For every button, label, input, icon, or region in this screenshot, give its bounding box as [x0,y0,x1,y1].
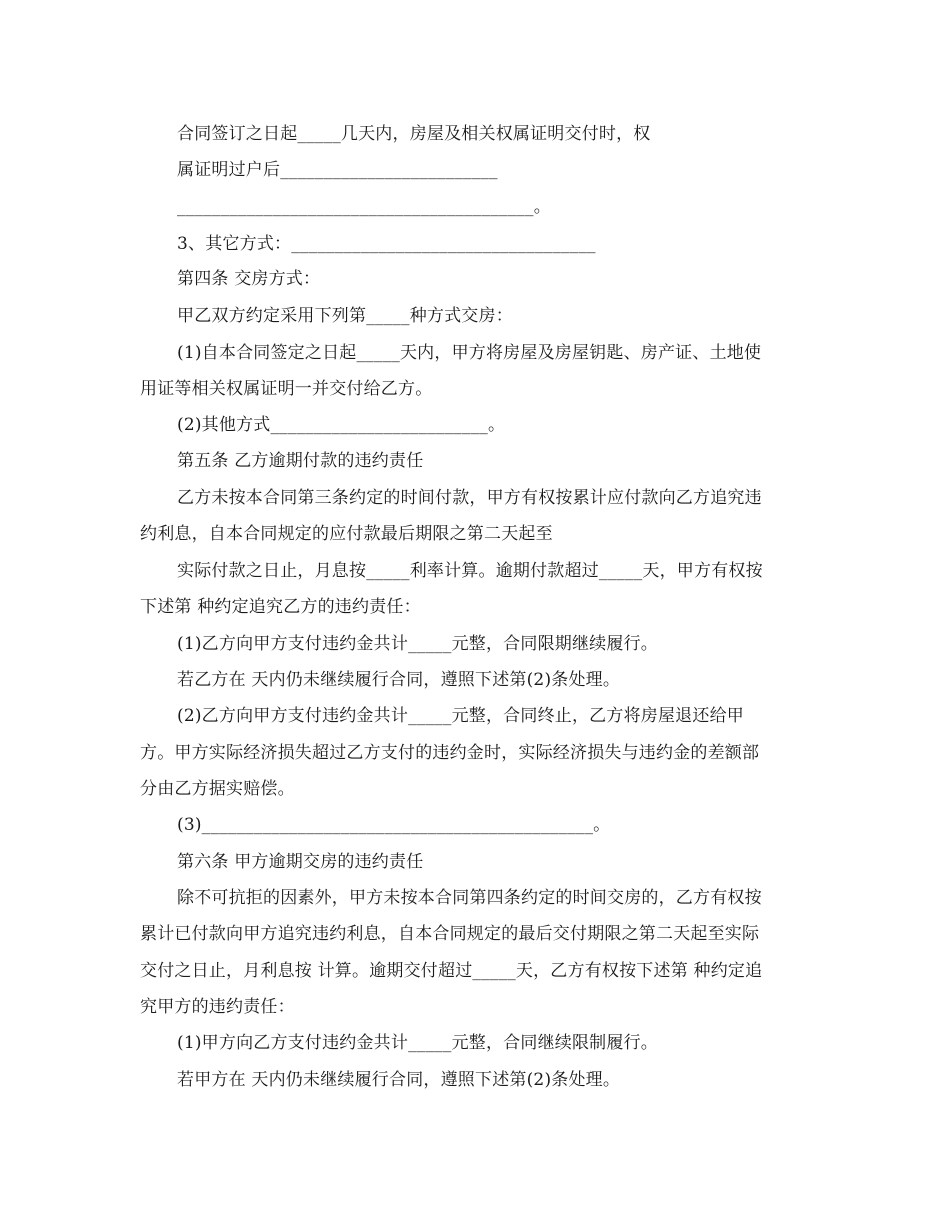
section-heading: 第四条 交房方式： [177,269,321,289]
text-line: 交付之日止，月利息按 计算。逾期交付超过_____天，乙方有权按下述第 种约定追 [140,961,763,981]
text-line: 累计已付款向甲方追究违约利息，自本合同规定的最后交付期限之第二天起至实际 [140,924,760,944]
text-line: (1)自本合同签定之日起_____天内，甲方将房屋及房屋钥匙、房产证、土地使 [177,343,762,363]
text-line: 乙方未按本合同第三条约定的时间付款，甲方有权按累计应付款向乙方追究违 [177,488,762,508]
text-line: 除不可抗拒的因素外，甲方未按本合同第四条约定的时间交房的，乙方有权按 [177,888,762,908]
section-heading: 第六条 甲方逾期交房的违约责任 [177,852,424,872]
text-line: 下述第 种约定追究乙方的违约责任： [140,597,421,617]
text-line: (2)其他方式_________________________。 [177,415,506,435]
text-line: 方。甲方实际经济损失超过乙方支付的违约金时，实际经济损失与违约金的差额部 [140,743,760,763]
text-line: _________________________________________。 [177,197,551,217]
text-line: 分由乙方据实赔偿。 [140,779,295,799]
text-line: 若甲方在 天内仍未继续履行合同，遵照下述第(2)条处理。 [177,1070,621,1090]
text-line: 若乙方在 天内仍未继续履行合同，遵照下述第(2)条处理。 [177,670,621,690]
text-line: 究甲方的违约责任： [140,997,295,1017]
text-line: (2)乙方向甲方支付违约金共计_____元整，合同终止，乙方将房屋退还给甲 [177,706,744,726]
text-line: 属证明过户后_________________________ [177,160,498,180]
text-line: 实际付款之日止，月息按_____利率计算。逾期付款超过_____天，甲方有权按 [177,561,763,581]
text-line: (3)_____________________________________________。 [177,815,611,835]
text-line: (1)乙方向甲方支付违约金共计_____元整，合同限期继续履行。 [177,634,658,654]
text-line: 3、其它方式：___________________________________ [177,234,596,254]
text-line: 甲乙双方约定采用下列第_____种方式交房： [177,306,513,326]
text-line: (1)甲方向乙方支付违约金共计_____元整，合同继续限制履行。 [177,1033,658,1053]
text-line: 约利息，自本合同规定的应付款最后期限之第二天起至 [140,524,553,544]
text-line: 用证等相关权属证明一并交付给乙方。 [140,379,433,399]
section-heading: 第五条 乙方逾期付款的违约责任 [177,451,424,471]
text-line: 合同签订之日起_____几天内，房屋及相关权属证明交付时，权 [177,124,651,144]
